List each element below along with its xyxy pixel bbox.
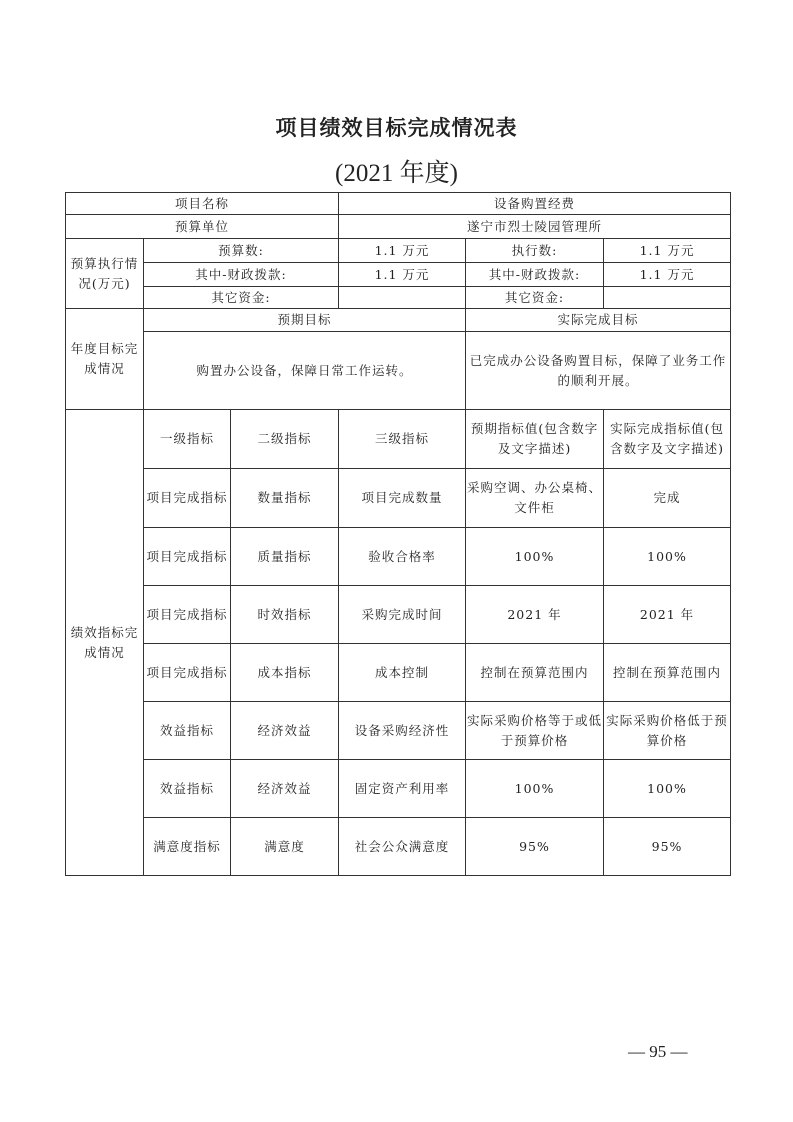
cell: 设备采购经济性	[339, 702, 466, 760]
table-row	[66, 818, 731, 876]
cell: 2021 年	[604, 586, 731, 644]
cell: 社会公众满意度	[339, 818, 466, 876]
cell: 经济效益	[231, 760, 339, 818]
table-row	[66, 309, 731, 332]
header-cell: 一级指标	[144, 410, 231, 469]
cell: 成本控制	[339, 644, 466, 702]
project-name-label: 项目名称	[66, 193, 339, 215]
cell: 数量指标	[231, 469, 339, 528]
table-row	[66, 702, 731, 760]
perf-label: 绩效指标完成情况	[66, 410, 144, 876]
table-row	[66, 263, 731, 287]
table-row	[66, 760, 731, 818]
cell: 成本指标	[231, 644, 339, 702]
cell: 项目完成指标	[144, 644, 231, 702]
cell: 采购空调、办公桌椅、文件柜	[466, 469, 604, 528]
table-row	[66, 215, 731, 239]
cell: 100%	[466, 760, 604, 818]
performance-table	[65, 192, 731, 876]
fiscal-label: 其中-财政拨款:	[144, 263, 339, 287]
actual-header: 实际完成目标	[466, 309, 731, 332]
page-subtitle: (2021 年度)	[335, 160, 458, 187]
expected-header: 预期目标	[144, 309, 466, 332]
budget-label: 预算数:	[144, 239, 339, 263]
table-row	[66, 332, 731, 410]
cell: 100%	[466, 528, 604, 586]
cell: 2021 年	[466, 586, 604, 644]
other-label: 其它资金:	[144, 287, 339, 309]
cell: 控制在预算范围内	[466, 644, 604, 702]
other-value	[339, 287, 466, 309]
table-row	[66, 644, 731, 702]
fiscal-value: 1.1 万元	[339, 263, 466, 287]
fiscal-label-2: 其中-财政拨款:	[466, 263, 604, 287]
budget-unit-label: 预算单位	[66, 215, 339, 239]
header-cell: 三级指标	[339, 410, 466, 469]
table-row	[66, 469, 731, 528]
annual-label: 年度目标完成情况	[66, 309, 144, 410]
other-label-2: 其它资金:	[466, 287, 604, 309]
cell: 项目完成数量	[339, 469, 466, 528]
cell: 项目完成指标	[144, 528, 231, 586]
table-row	[66, 193, 731, 215]
page-title: 项目绩效目标完成情况表	[275, 115, 518, 140]
cell: 采购完成时间	[339, 586, 466, 644]
cell: 95%	[604, 818, 731, 876]
table-row	[66, 239, 731, 263]
table-row	[66, 586, 731, 644]
header-cell: 预期指标值(包含数字及文字描述)	[466, 410, 604, 469]
cell: 控制在预算范围内	[604, 644, 731, 702]
table-row	[66, 410, 731, 469]
header-cell: 实际完成指标值(包含数字及文字描述)	[604, 410, 731, 469]
actual-goal: 已完成办公设备购置目标，保障了业务工作的顺利开展。	[466, 332, 731, 410]
cell: 固定资产利用率	[339, 760, 466, 818]
cell: 效益指标	[144, 760, 231, 818]
other-value-2	[604, 287, 731, 309]
cell: 完成	[604, 469, 731, 528]
page-number: — 95 —	[628, 1042, 688, 1061]
cell: 满意度指标	[144, 818, 231, 876]
cell: 100%	[604, 760, 731, 818]
cell: 项目完成指标	[144, 469, 231, 528]
budget-value: 1.1 万元	[339, 239, 466, 263]
project-name-value: 设备购置经费	[339, 193, 731, 215]
budget-unit-value: 遂宁市烈士陵园管理所	[339, 215, 731, 239]
budget-exec-label: 预算执行情况(万元)	[66, 239, 144, 309]
cell: 项目完成指标	[144, 586, 231, 644]
cell: 满意度	[231, 818, 339, 876]
cell: 质量指标	[231, 528, 339, 586]
expected-goal: 购置办公设备，保障日常工作运转。	[144, 332, 466, 410]
cell: 100%	[604, 528, 731, 586]
cell: 时效指标	[231, 586, 339, 644]
cell: 95%	[466, 818, 604, 876]
header-cell: 二级指标	[231, 410, 339, 469]
fiscal-value-2: 1.1 万元	[604, 263, 731, 287]
cell: 验收合格率	[339, 528, 466, 586]
cell: 效益指标	[144, 702, 231, 760]
table-row	[66, 528, 731, 586]
cell: 实际采购价格等于或低于预算价格	[466, 702, 604, 760]
exec-label: 执行数:	[466, 239, 604, 263]
cell: 实际采购价格低于预算价格	[604, 702, 731, 760]
cell: 经济效益	[231, 702, 339, 760]
table-row	[66, 287, 731, 309]
exec-value: 1.1 万元	[604, 239, 731, 263]
